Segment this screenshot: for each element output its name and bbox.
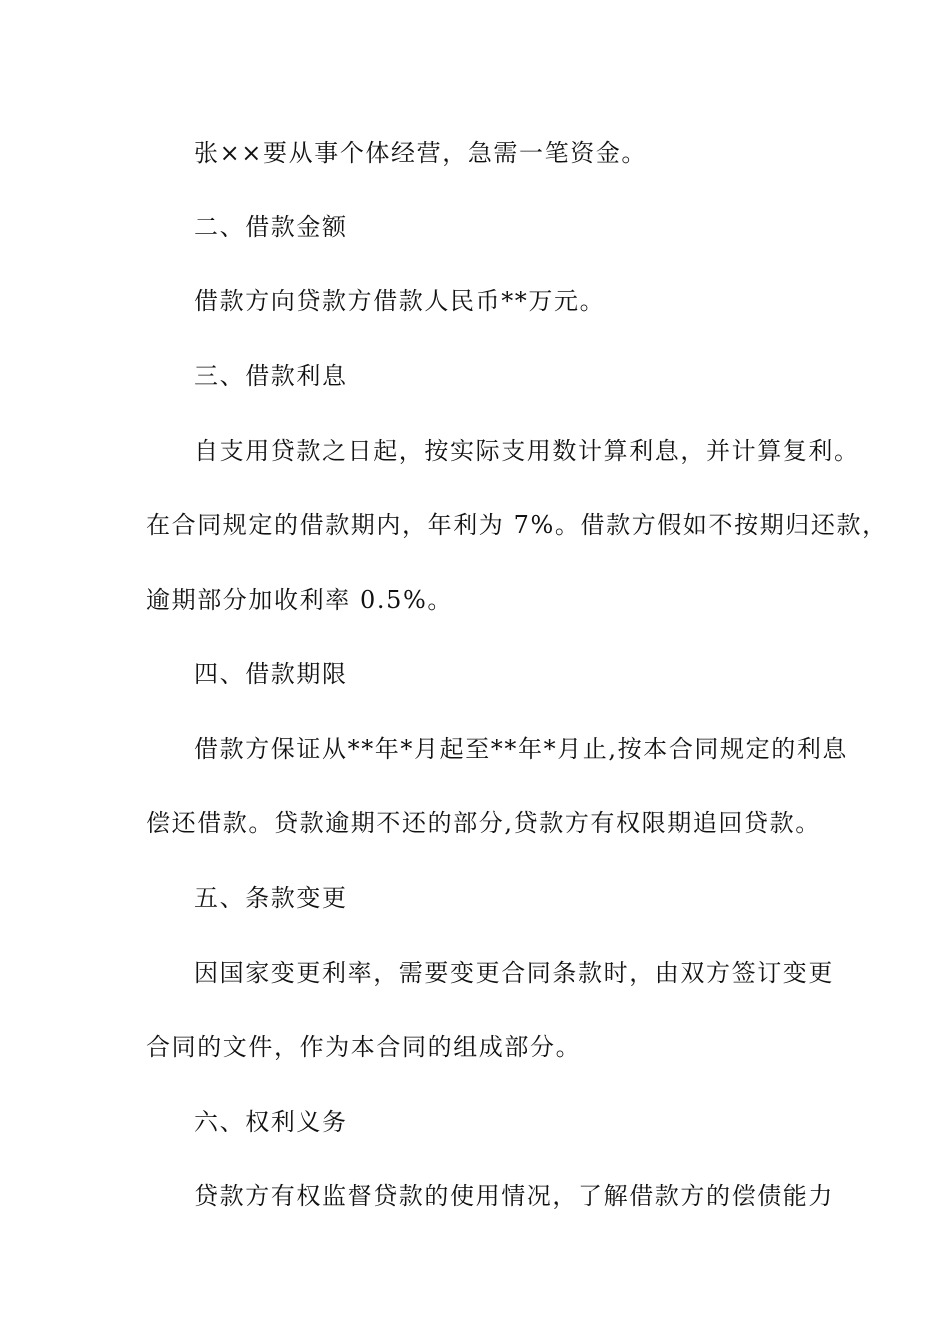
heading-rights-obligations: 六、权利义务: [194, 1108, 348, 1136]
heading-loan-term: 四、借款期限: [194, 660, 348, 688]
paragraph-loan-amount: 借款方向贷款方借款人民币**万元。: [194, 287, 606, 315]
paragraph-term-line-1: 借款方保证从**年*月起至**年*月止,按本合同规定的利息: [194, 735, 849, 763]
heading-loan-interest: 三、借款利息: [194, 362, 348, 390]
heading-loan-amount: 二、借款金额: [194, 213, 348, 241]
paragraph-interest-line-3: 逾期部分加收利率 0.5%。: [146, 586, 454, 614]
paragraph-interest-line-1: 自支用贷款之日起，按实际支用数计算利息，并计算复利。: [194, 437, 860, 465]
paragraph-change-line-1: 因国家变更利率，需要变更合同条款时，由双方签订变更: [194, 959, 834, 987]
heading-clause-change: 五、条款变更: [194, 884, 348, 912]
paragraph-change-line-2: 合同的文件，作为本合同的组成部分。: [146, 1033, 582, 1061]
paragraph-interest-line-2: 在合同规定的借款期内，年利为 7%。借款方假如不按期归还款，: [146, 511, 888, 539]
paragraph-rights-line-1: 贷款方有权监督贷款的使用情况，了解借款方的偿债能力: [194, 1182, 834, 1210]
paragraph-purpose: 张××要从事个体经营，急需一笔资金。: [194, 139, 648, 167]
paragraph-term-line-2: 偿还借款。贷款逾期不还的部分,贷款方有权限期追回贷款。: [146, 809, 821, 837]
